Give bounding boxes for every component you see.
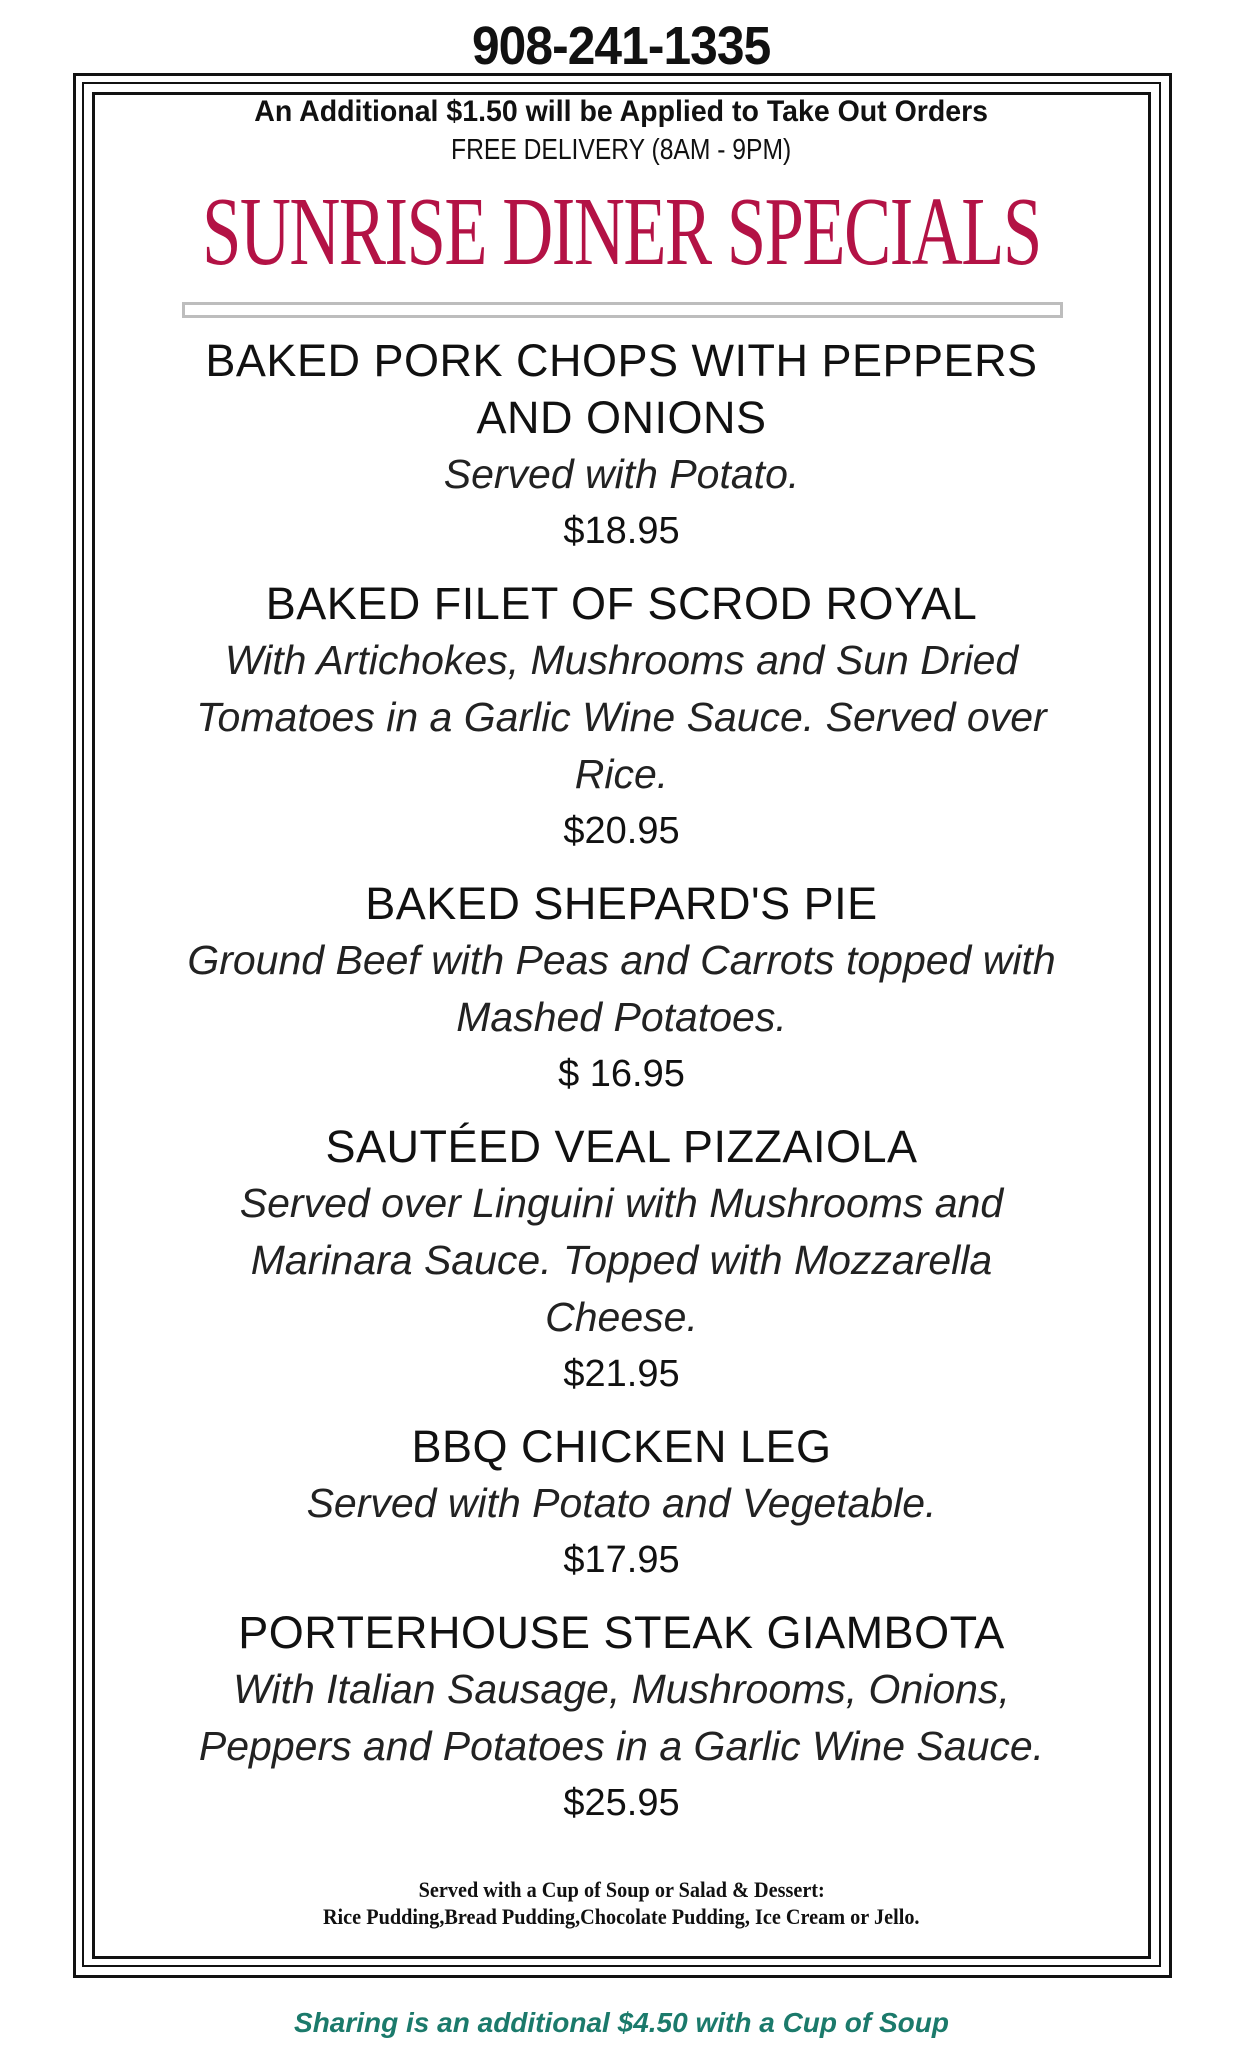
item-name: BAKED SHEPARD'S PIE: [365, 878, 878, 929]
footer-line-2: Rice Pudding,Bread Pudding,Chocolate Pudding, Ice Cream or Jello.: [323, 1904, 920, 1929]
item-price: $20.95: [563, 810, 680, 852]
divider: [182, 302, 1063, 318]
delivery-hours: FREE DELIVERY (8AM - 9PM): [451, 134, 792, 166]
item-description: Served with Potato.: [443, 451, 800, 497]
sharing-note: Sharing is an additional $4.50 with a Cup of Soup: [294, 2007, 949, 2038]
item-price: $25.95: [563, 1782, 680, 1824]
item-price: $18.95: [563, 510, 680, 552]
item-description: With Italian Sausage, Mushrooms, Onions, Peppers and Potatoes in a Garlic Wine Sauce.: [198, 1666, 1045, 1769]
menu-item: [183, 1118, 1060, 1403]
item-name: SAUTÉED VEAL PIZZAIOLA: [325, 1121, 918, 1172]
page-title: SUNRISE DINER SPECIALS: [202, 178, 1041, 286]
item-description: Ground Beef with Peas and Carrots topped with Mashed Potatoes.: [187, 937, 1056, 1040]
item-description: Served over Linguini with Mushrooms and Marinara Sauce. Topped with Mozzarella Cheese.: [239, 1180, 1004, 1340]
item-price: $21.95: [563, 1353, 680, 1395]
item-name: BAKED FILET OF SCROD ROYAL: [265, 578, 978, 629]
specials-list: [183, 332, 1060, 1847]
footer-line-1: Served with a Cup of Soup or Salad & Dessert:: [418, 1877, 825, 1902]
item-price: $17.95: [563, 1539, 680, 1581]
menu-item: [183, 575, 1060, 860]
item-name: BAKED PORK CHOPS WITH PEPPERS AND ONIONS: [205, 335, 1038, 443]
phone-number: 908-241-1335: [472, 16, 771, 76]
menu-item: [183, 332, 1060, 560]
included-sides-note: [0, 1876, 1243, 1930]
item-price: $ 16.95: [558, 1053, 685, 1095]
takeout-notice: An Additional $1.50 will be Applied to Take Out Orders: [254, 95, 989, 128]
menu-item: [183, 1604, 1060, 1832]
item-description: Served with Potato and Vegetable.: [306, 1480, 937, 1526]
menu-item: [183, 875, 1060, 1103]
item-name: BBQ CHICKEN LEG: [411, 1421, 832, 1472]
menu-item: [183, 1418, 1060, 1589]
item-description: With Artichokes, Mushrooms and Sun Dried Tomatoes in a Garlic Wine Sauce. Served over Rice.: [196, 637, 1047, 797]
item-name: PORTERHOUSE STEAK GIAMBOTA: [238, 1607, 1005, 1658]
